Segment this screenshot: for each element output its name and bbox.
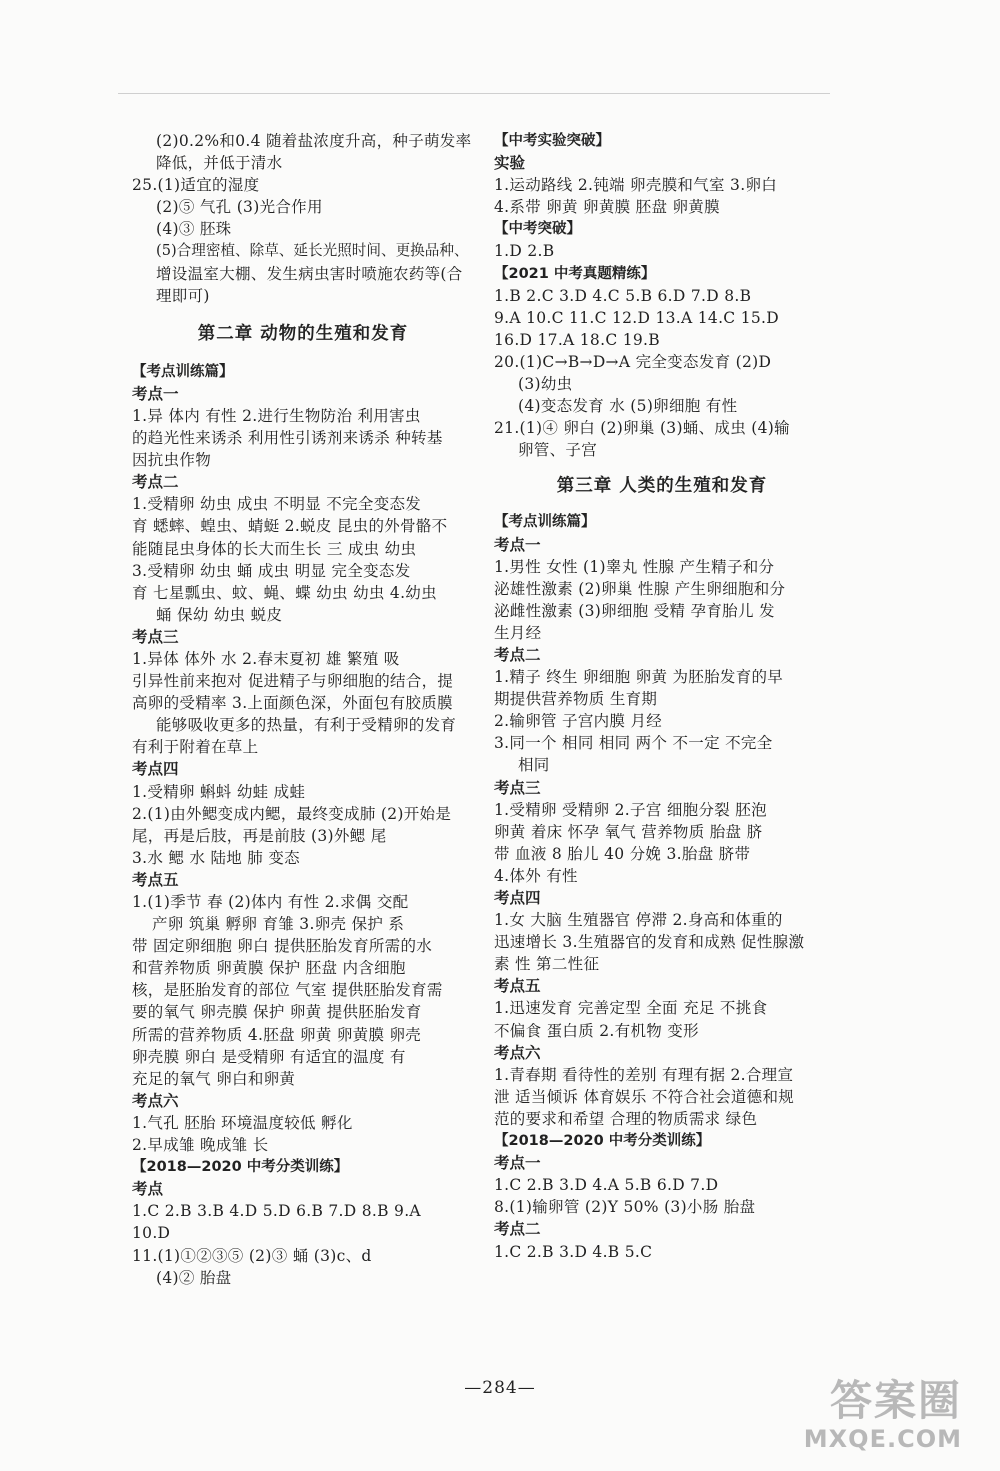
- answer-line: (4)③ 胚珠: [156, 220, 232, 239]
- answer-line: 增设温室大棚、发生病虫害时喷施农药等(合: [156, 264, 463, 283]
- answer-line: 能随昆虫身体的长大而生长 三 成虫 幼虫: [132, 539, 417, 558]
- answer-line: 1.受精卵 蝌蚪 幼蛙 成蛙: [132, 782, 306, 801]
- answer-line: 11.(1)①②③⑤ (2)③ 蛹 (3)c、d: [132, 1246, 372, 1265]
- topic-heading: 考点五: [494, 976, 541, 996]
- topic-heading: 考点一: [494, 534, 541, 554]
- section-heading: 【2021 中考真题精练】: [494, 265, 656, 282]
- right-column: [494, 130, 830, 1263]
- answer-line: 理即可): [156, 286, 210, 305]
- section-heading: 【考点训练篇】: [494, 514, 596, 531]
- answer-line: 相同: [518, 756, 550, 775]
- answer-line: 降低，并低于清水: [156, 154, 283, 173]
- answer-line: 卵管、子宫: [518, 441, 598, 460]
- page-number: —284—: [464, 1378, 536, 1398]
- answer-line: 1.男性 女性 (1)睾丸 性腺 产生精子和分: [494, 557, 775, 576]
- section-heading: 【中考突破】: [494, 221, 581, 238]
- answer-line: 1.受精卵 受精卵 2.子宫 细胞分裂 胚泡: [494, 800, 767, 819]
- answer-line: 带 血液 8 胎儿 40 分娩 3.胎盘 脐带: [494, 844, 751, 863]
- answer-line: (4)② 胎盘: [156, 1268, 232, 1287]
- answer-line: 1.受精卵 幼虫 成虫 不明显 不完全变态发: [132, 495, 422, 514]
- answer-line: 素 性 第二性征: [494, 955, 600, 974]
- topic-heading: 考点二: [494, 644, 541, 664]
- answer-line: 1.气孔 胚胎 环境温度较低 孵化: [132, 1113, 353, 1132]
- topic-heading: 考点二: [132, 472, 179, 492]
- topic-heading: 实验: [494, 153, 526, 173]
- answer-line: 1.D 2.B: [494, 242, 555, 261]
- answer-line: 泌雄性激素 (2)卵巢 性腺 产生卵细胞和分: [494, 579, 786, 598]
- left-column: [132, 130, 474, 1289]
- topic-heading: 考点二: [494, 1219, 541, 1239]
- answer-line: 育 蟋蟀、蝗虫、蜻蜓 2.蜕皮 昆虫的外骨骼不: [132, 517, 448, 536]
- answer-line: 泌雌性激素 (3)卵细胞 受精 孕育胎儿 发: [494, 601, 775, 620]
- topic-heading: 考点五: [132, 869, 179, 889]
- watermark-url: MXQE.COM: [803, 1425, 962, 1453]
- topic-heading: 考点一: [494, 1153, 541, 1173]
- answer-line: 25.(1)适宜的湿度: [132, 176, 260, 195]
- answer-line: 1.C 2.B 3.B 4.D 5.D 6.B 7.D 8.B 9.A: [132, 1202, 421, 1221]
- answer-line: 带 固定卵细胞 卵白 提供胚胎发育所需的水: [132, 937, 433, 956]
- section-heading: 【2018—2020 中考分类训练】: [494, 1133, 711, 1150]
- section-heading: 【考点训练篇】: [132, 363, 234, 380]
- answer-line: 8.(1)输卵管 (2)Y 50% (3)小肠 胎盘: [494, 1198, 756, 1217]
- answer-line: 3.水 鳃 水 陆地 肺 变态: [132, 848, 300, 867]
- answer-line: 1.精子 终生 卵细胞 卵黄 为胚胎发育的早: [494, 668, 784, 687]
- topic-heading: 考点一: [132, 383, 179, 403]
- answer-line: (5)合理密植、除草、延长光照时间、更换品种、: [156, 242, 469, 260]
- answer-line: 泄 适当倾诉 体育娱乐 不符合社会道德和规: [494, 1087, 795, 1106]
- answer-line: 3.受精卵 幼虫 蛹 成虫 明显 完全变态发: [132, 561, 411, 580]
- answer-line: 4.系带 卵黄 卵黄膜 胚盘 卵黄膜: [494, 198, 720, 217]
- answer-line: 卵黄 着床 怀孕 氧气 营养物质 胎盘 脐: [494, 822, 763, 841]
- answer-line: 范的要求和希望 合理的物质需求 绿色: [494, 1109, 758, 1128]
- answer-line: (2)⑤ 气孔 (3)光合作用: [156, 198, 323, 217]
- top-rule: [118, 93, 830, 94]
- answer-line: 20.(1)C→B→D→A 完全变态发育 (2)D: [494, 352, 772, 371]
- topic-heading: 考点三: [494, 777, 541, 797]
- answer-line: 10.D: [132, 1224, 171, 1243]
- answer-line: 1.异体 体外 水 2.春末夏初 雄 繁殖 吸: [132, 649, 400, 668]
- answer-line: 迅速增长 3.生殖器官的发育和成熟 促性腺激: [494, 933, 805, 952]
- answer-line: 1.B 2.C 3.D 4.C 5.B 6.D 7.D 8.B: [494, 286, 752, 305]
- answer-line: 1.青春期 看待性的差别 有理有据 2.合理宣: [494, 1065, 794, 1084]
- answer-line: 卵壳膜 卵白 是受精卵 有适宜的温度 有: [132, 1047, 406, 1066]
- answer-line: 1.迅速发育 完善定型 全面 充足 不挑食: [494, 999, 768, 1018]
- answer-line: 2.输卵管 子宫内膜 月经: [494, 712, 663, 731]
- answer-line: 核，是胚胎发育的部位 气室 提供胚胎发育需: [132, 981, 443, 1000]
- answer-line: 因抗虫作物: [132, 451, 212, 470]
- answer-line: 期提供营养物质 生育期: [494, 690, 658, 709]
- answer-line: 1.异 体内 有性 2.进行生物防治 利用害虫: [132, 406, 421, 425]
- topic-heading: 考点三: [132, 626, 179, 646]
- answer-line: 的趋光性来诱杀 利用性引诱剂来诱杀 种转基: [132, 429, 443, 448]
- chapter-title: 第三章 人类的生殖和发育: [556, 476, 768, 497]
- answer-line: 所需的营养物质 4.胚盘 卵黄 卵黄膜 卵壳: [132, 1025, 422, 1044]
- answer-line: 生月经: [494, 623, 542, 642]
- answer-line: 育 七星瓢虫、蚊、蝇、蝶 幼虫 幼虫 4.幼虫: [132, 583, 437, 602]
- watermark-logo-text: 答案圈: [829, 1376, 962, 1425]
- answer-line: 有利于附着在草上: [132, 738, 259, 757]
- topic-heading: 考点四: [132, 759, 179, 779]
- topic-heading: 考点: [132, 1179, 164, 1199]
- answer-line: 1.女 大脑 生殖器官 停滞 2.身高和体重的: [494, 911, 783, 930]
- answer-line: 9.A 10.C 11.C 12.D 13.A 14.C 15.D: [494, 308, 779, 327]
- chapter-title: 第二章 动物的生殖和发育: [197, 323, 409, 344]
- answer-line: 引异性前来抱对 促进精子与卵细胞的结合，提: [132, 672, 454, 691]
- section-heading: 【2018—2020 中考分类训练】: [132, 1159, 349, 1176]
- answer-line: 高卵的受精率 3.上面颜色深，外面包有胶质膜: [132, 694, 453, 713]
- answer-line: (2)0.2%和0.4 随着盐浓度升高，种子萌发率: [156, 132, 472, 150]
- answer-line: 和营养物质 卵黄膜 保护 胚盘 内含细胞: [132, 959, 406, 978]
- topic-heading: 考点六: [132, 1090, 179, 1110]
- answer-line: 2.(1)由外鳃变成内鳃，最终变成肺 (2)开始是: [132, 804, 452, 823]
- answer-line: 不偏食 蛋白质 2.有机物 变形: [494, 1021, 699, 1040]
- answer-line: 4.体外 有性: [494, 866, 578, 885]
- answer-line: 16.D 17.A 18.C 19.B: [494, 330, 660, 349]
- answer-line: 能够吸收更多的热量，有利于受精卵的发育: [156, 716, 457, 735]
- answer-line: 3.同一个 相同 相同 两个 不一定 不完全: [494, 734, 773, 753]
- answer-line: 产卵 筑巢 孵卵 育雏 3.卵壳 保护 系: [152, 915, 405, 934]
- answer-line: (4)变态发育 水 (5)卵细胞 有性: [518, 397, 738, 416]
- answer-line: 1.运动路线 2.钝端 卵壳膜和气室 3.卵白: [494, 176, 778, 195]
- answer-line: 1.C 2.B 3.D 4.A 5.B 6.D 7.D: [494, 1176, 719, 1195]
- answer-line: 充足的氧气 卵白和卵黄: [132, 1069, 296, 1088]
- answer-line: 蛹 保幼 幼虫 蜕皮: [156, 605, 283, 624]
- answer-line: 2.早成雏 晚成雏 长: [132, 1136, 269, 1155]
- answer-line: (3)幼虫: [518, 375, 573, 394]
- answer-line: 尾，再是后肢，再是前肢 (3)外鳃 尾: [132, 826, 387, 845]
- answer-line: 21.(1)④ 卵白 (2)卵巢 (3)蛹、成虫 (4)输: [494, 419, 790, 438]
- answer-line: 1.C 2.B 3.D 4.B 5.C: [494, 1242, 653, 1261]
- section-heading: 【中考实验突破】: [494, 133, 610, 149]
- answer-line: 要的氧气 卵壳膜 保护 卵黄 提供胚胎发育: [132, 1003, 422, 1022]
- answer-line: 1.(1)季节 春 (2)体内 有性 2.求偶 交配: [132, 893, 409, 911]
- topic-heading: 考点六: [494, 1042, 541, 1062]
- watermark: [804, 1377, 962, 1453]
- topic-heading: 考点四: [494, 888, 541, 907]
